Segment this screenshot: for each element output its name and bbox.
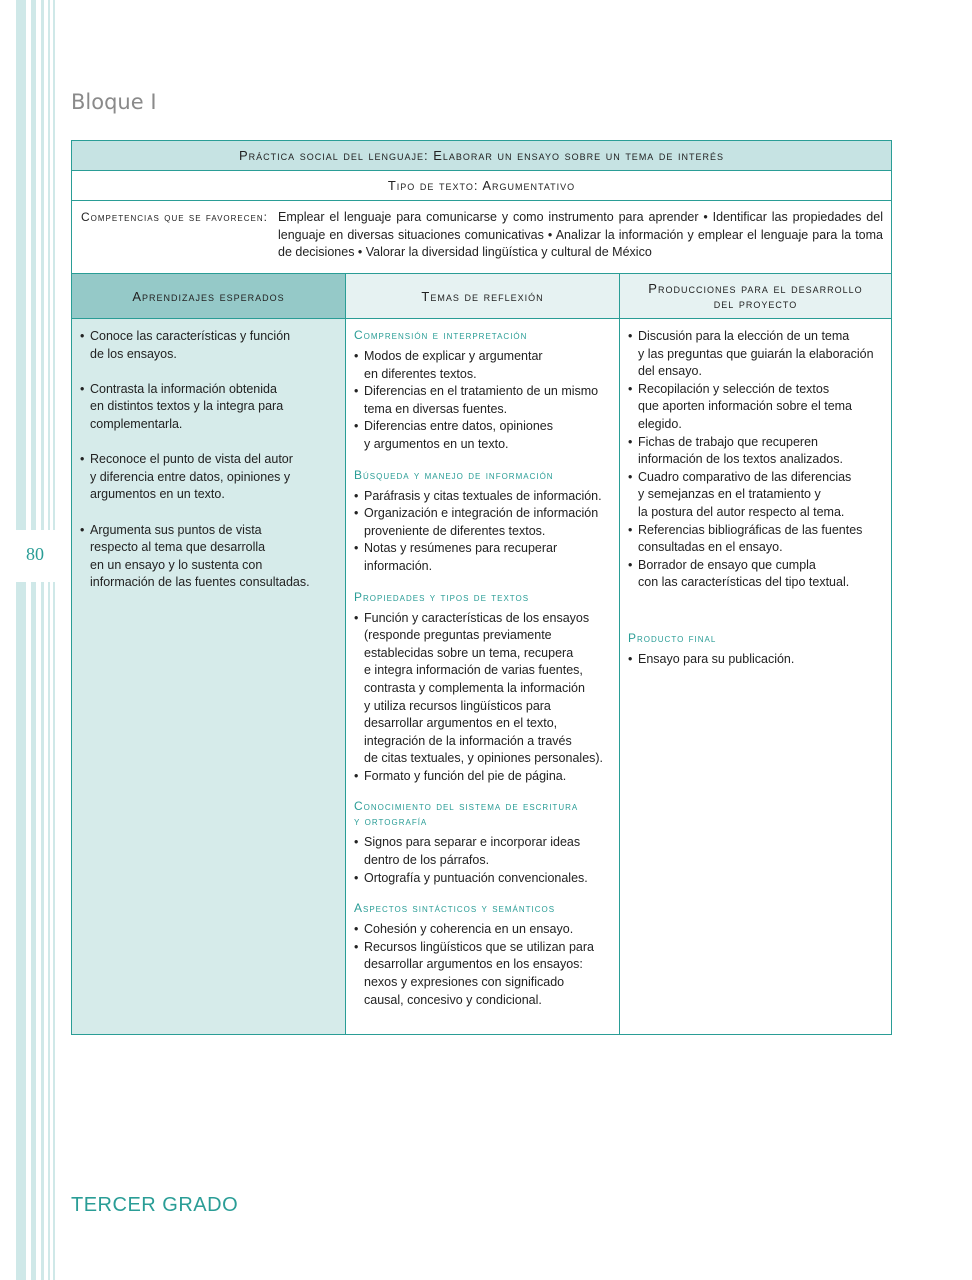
list-item: • Discusión para la elección de un tema y las preguntas que guiarán la elaboración del ensayo.	[628, 328, 883, 381]
decorative-stripe	[41, 0, 44, 1280]
competencias-text: Emplear el lenguaje para comunicarse y como instrumento para aprender • Identificar las propiedades del lenguaje en diversas situaciones comunicativas • Analizar la información y emplear el lenguaje para la toma de decisiones • Valorar la diversidad lingüística y cultural de México	[278, 210, 883, 259]
temas-group	[354, 901, 611, 1009]
list-item: • Argumenta sus puntos de vista respecto al tema que desarrolla en un ensayo y lo sustenta con información de las fuentes consultadas.	[80, 522, 337, 592]
decorative-stripe	[48, 0, 50, 1280]
decorative-stripe	[16, 0, 26, 1280]
list-item: • Notas y resúmenes para recuperar información.	[354, 540, 611, 575]
list-item: • Signos para separar e incorporar ideas dentro de los párrafos.	[354, 834, 611, 869]
decorative-stripe	[31, 0, 36, 1280]
list-item: • Diferencias en el tratamiento de un mismo tema en diversas fuentes.	[354, 383, 611, 418]
competencias-row	[72, 201, 892, 274]
decorative-stripe	[53, 0, 55, 1280]
section-heading: Conocimiento del sistema de escritura y ortografía	[354, 799, 579, 829]
list-item: • Contrasta la información obtenida en distintos textos y la integra para complementarla.	[80, 381, 337, 434]
list-item: • Paráfrasis y citas textuales de información.	[354, 488, 611, 506]
section-heading: Comprensión e interpretación	[354, 328, 528, 342]
list-item: • Formato y función del pie de página.	[354, 768, 611, 786]
list-item: • Referencias bibliográficas de las fuentes consultadas en el ensayo.	[628, 522, 883, 557]
list-item: • Función y características de los ensayos (responde preguntas previamente establecidas sobre un tema, recupera e integra información de varias fuentes, contrasta y complementa la información y utiliza recursos lingüísticos para desarrollar argumentos en el texto, integración de la información a través de citas textuales, y opiniones personales).	[354, 610, 611, 768]
list-item: • Cuadro comparativo de las diferencias y semejanzas en el tratamiento y la postura del autor respecto al tema.	[628, 469, 883, 522]
block-title: Bloque I	[71, 90, 157, 114]
header-aprendizajes: Aprendizajes esperados	[72, 274, 346, 319]
grade-footer: TERCER GRADO	[71, 1194, 239, 1216]
temas-column	[346, 319, 620, 1035]
producciones-column	[620, 319, 892, 1035]
section-heading: Producto final	[628, 630, 717, 645]
header-temas: Temas de reflexión	[346, 274, 620, 319]
list-item: • Cohesión y coherencia en un ensayo.	[354, 921, 611, 939]
list-item: • Conoce las características y función de los ensayos.	[80, 328, 337, 363]
page-number: 80	[26, 544, 44, 564]
list-item: • Ortografía y puntuación convencionales.	[354, 870, 611, 888]
list-item: • Ensayo para su publicación.	[628, 651, 883, 669]
list-item: • Modos de explicar y argumentar en diferentes textos.	[354, 348, 611, 383]
aprendizajes-column	[72, 319, 346, 1035]
competencias-label: Competencias que se favorecen:	[81, 210, 268, 224]
list-item: • Organización e integración de información proveniente de diferentes textos.	[354, 505, 611, 540]
program-table	[71, 140, 892, 1035]
temas-group	[354, 799, 611, 887]
list-item: • Recursos lingüísticos que se utilizan para desarrollar argumentos en los ensayos: nexos y expresiones con significado causal, concesivo y condicional.	[354, 939, 611, 1009]
list-item: • Recopilación y selección de textos que aporten información sobre el tema elegido.	[628, 381, 883, 434]
list-item: • Diferencias entre datos, opiniones y argumentos en un texto.	[354, 418, 611, 453]
section-heading: Aspectos sintácticos y semánticos	[354, 901, 556, 916]
temas-group	[354, 328, 611, 454]
temas-group	[354, 468, 611, 576]
header-producciones: Producciones para el desarrollo del proyecto	[620, 274, 892, 319]
text-type: Tipo de texto: Argumentativo	[72, 171, 892, 201]
list-item: • Reconoce el punto de vista del autor y diferencia entre datos, opiniones y argumentos en un texto.	[80, 451, 337, 504]
section-heading: Búsqueda y manejo de información	[354, 467, 554, 482]
practice-title: Práctica social del lenguaje: Elaborar un ensayo sobre un tema de interés	[72, 141, 892, 171]
section-heading: Propiedades y tipos de textos	[354, 589, 530, 604]
list-item: • Fichas de trabajo que recuperen información de los textos analizados.	[628, 434, 883, 469]
list-item: • Borrador de ensayo que cumpla con las características del tipo textual.	[628, 557, 883, 592]
temas-group	[354, 590, 611, 786]
